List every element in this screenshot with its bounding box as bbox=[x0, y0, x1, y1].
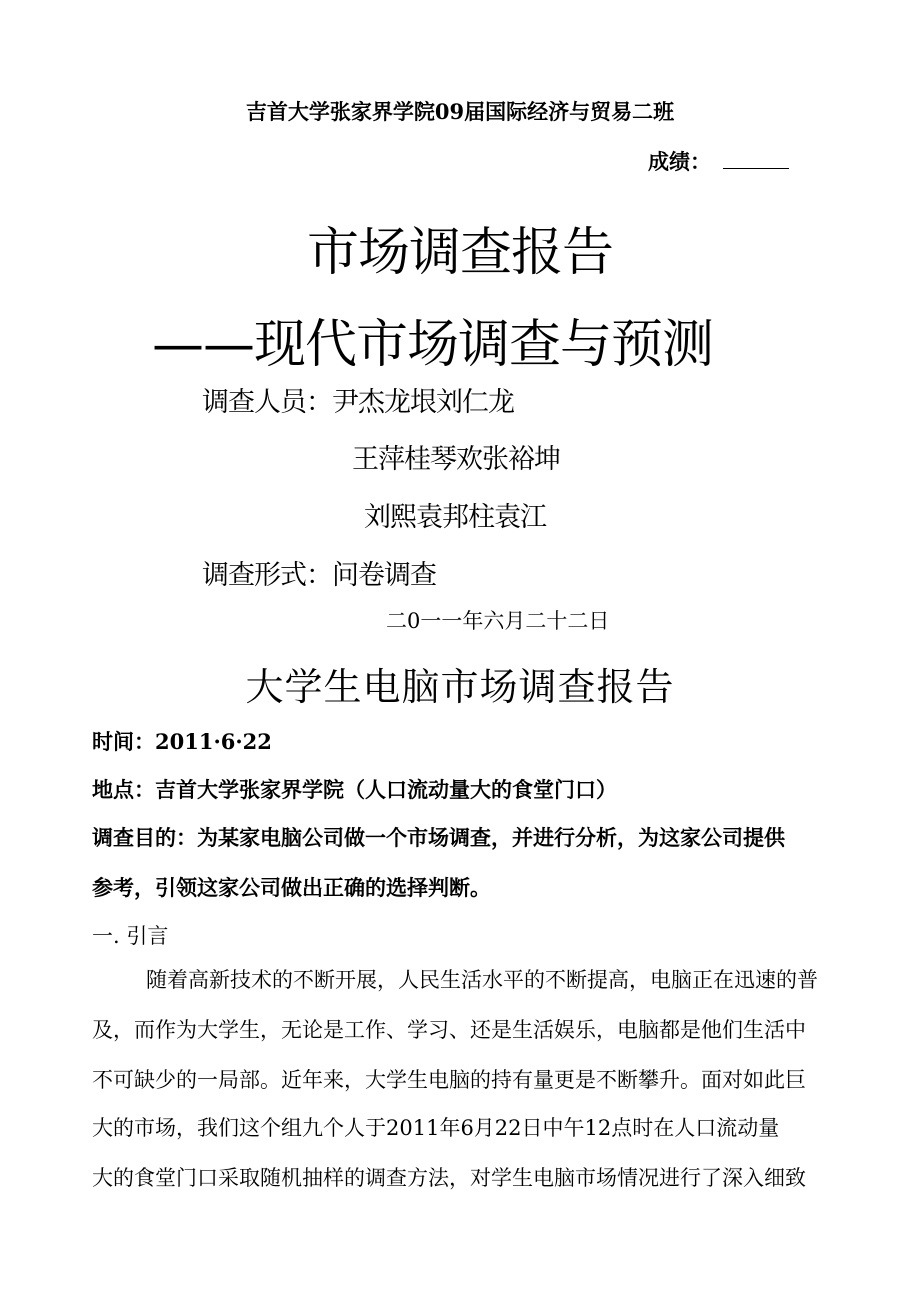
cover-subtitle: ——现代市场调查与预测 bbox=[152, 315, 714, 375]
report-place: 地点：吉首大学张家界学院（人口流动量大的食堂门口） bbox=[92, 777, 617, 802]
report-time: 时间：2011·6·22 bbox=[92, 729, 272, 754]
score-blank-line bbox=[723, 150, 789, 169]
investigators-line-1: 调查人员：尹杰龙垠刘仁龙 bbox=[202, 387, 514, 418]
report-purpose-line-2: 参考，引领这家公司做出正确的选择判断。 bbox=[92, 875, 491, 900]
body-line-1: 随着高新技术的不断开展，人民生活水平的不断提高，电脑正在迅速的普 bbox=[146, 968, 818, 992]
cover-date: 二0一一年六月二十二日 bbox=[386, 609, 610, 633]
body-line-2: 及，而作为大学生，无论是工作、学习、还是生活娱乐，电脑都是他们生活中 bbox=[92, 1018, 806, 1042]
score-field bbox=[648, 146, 789, 176]
report-title: 大学生电脑市场调查报告 bbox=[245, 665, 675, 709]
body-line-5: 大的食堂门口采取随机抽样的调查方法，对学生电脑市场情况进行了深入细致 bbox=[92, 1166, 806, 1190]
class-header: 吉首大学张家界学院09届国际经济与贸易二班 bbox=[245, 99, 675, 124]
section-heading-introduction: 一. 引言 bbox=[92, 924, 169, 948]
survey-form-line: 调查形式：问卷调查 bbox=[202, 560, 436, 591]
body-line-3: 不可缺少的一局部。近年来，大学生电脑的持有量更是不断攀升。面对如此巨 bbox=[92, 1068, 806, 1092]
investigators-line-3: 刘熙袁邦柱袁江 bbox=[364, 502, 546, 533]
body-line-4: 大的市场，我们这个组九个人于2011年6月22日中午12点时在人口流动量 bbox=[92, 1116, 780, 1140]
score-label: 成绩： bbox=[648, 149, 711, 174]
report-purpose-line-1: 调查目的：为某家电脑公司做一个市场调查，并进行分析，为这家公司提供 bbox=[92, 825, 785, 850]
investigators-line-2: 王萍桂琴欢张裕坤 bbox=[352, 444, 560, 475]
cover-title: 市场调查报告 bbox=[306, 223, 613, 283]
